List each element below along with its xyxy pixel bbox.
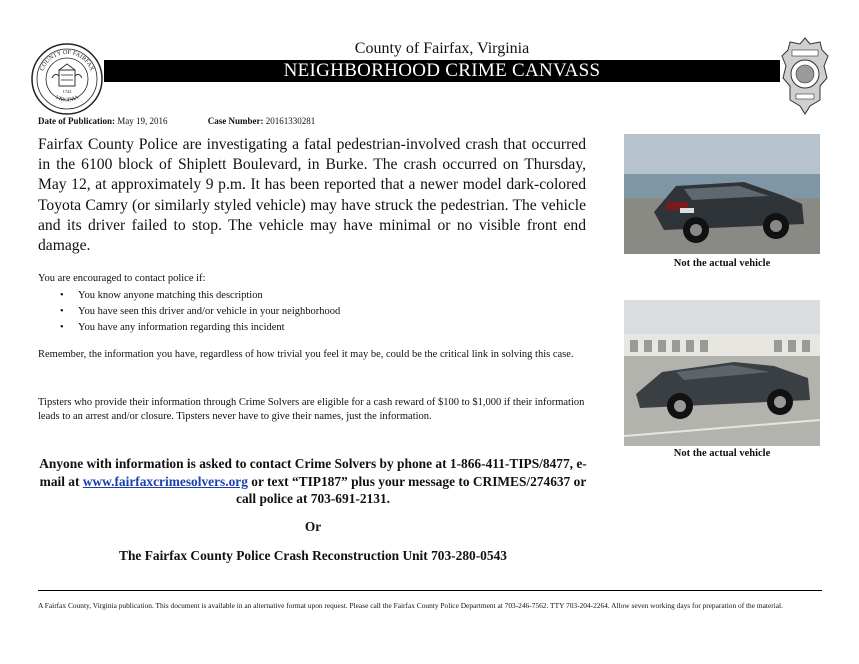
photo-caption: Not the actual vehicle: [673, 448, 771, 459]
footer-text: A Fairfax County, Virginia publication. This document is available in an alternative format upon request. Please call the Fairfax County Police Department at 703-246-7562. TTY 703-204-2264. Allow seven working days for preparation of the material.: [38, 601, 783, 610]
police-badge-icon: [780, 36, 830, 116]
photo-caption: Not the actual vehicle: [673, 258, 771, 269]
publication-meta: [38, 116, 315, 127]
date-value: May 19, 2016: [117, 116, 168, 126]
reminder-paragraph: Remember, the information you have, regardless of how trivial you feel it may be, could be the critical link in solving this case.: [38, 349, 574, 360]
vehicle-photo-1: [624, 134, 820, 254]
county-title: County of Fairfax, Virginia: [354, 40, 530, 57]
contact-info: [38, 455, 588, 508]
page-title-banner: NEIGHBORHOOD CRIME CANVASS: [104, 60, 780, 82]
case-value: 20161330281: [265, 116, 316, 126]
footer-divider: [38, 590, 822, 591]
or-separator: Or: [304, 519, 322, 534]
encourage-text: You are encouraged to contact police if:: [38, 273, 206, 284]
case-label: Case Number:: [207, 116, 264, 126]
seal-year: 1742: [62, 89, 72, 94]
contact-text-before: Anyone with information is asked to contact Crime Solvers by phone at 1-866-411-TIPS/8477, e-mail at: [39, 456, 587, 489]
reward-paragraph: Tipsters who provide their information through Crime Solvers are eligible for a cash reward of $100 to $1,000 if their information leads to an arrest and/or closure. Tipsters never have to give their names, just the information.: [38, 397, 585, 422]
list-item: • You know anyone matching this description: [60, 288, 600, 304]
lead-paragraph: Fairfax County Police are investigating a fatal pedestrian-involved crash that occurred in the 6100 block of Shiplett Boulevard, in Burke. The crash occurred on Thursday, May 12, at approximately 9 p.m. It has been reported that a newer model dark-colored Toyota Camry (or similarly styled vehicle) may have struck the pedestrian. The vehicle and its driver failed to stop. The vehicle may have minimal or no visible front end damage.: [38, 136, 586, 255]
contact-text-after: or text “TIP187” plus your message to CRIMES/274637 or call police at 703-691-2131.: [236, 473, 587, 506]
county-seal-icon: [30, 42, 104, 116]
vehicle-photo-2: [624, 300, 820, 446]
crime-solvers-link[interactable]: www.fairfaxcrimesolvers.org: [82, 473, 248, 489]
bullet-list: [60, 288, 600, 336]
seal-top-text: COUNTY OF FAIRFAX: [38, 48, 96, 72]
list-item: • You have seen this driver and/or vehicle in your neighborhood: [60, 304, 600, 320]
seal-bottom-text: VIRGINIA: [54, 94, 80, 104]
list-item: • You have any information regarding this incident: [60, 320, 600, 336]
date-label: Date of Publication:: [38, 116, 115, 126]
crash-unit-contact: The Fairfax County Police Crash Reconstruction Unit 703-280-0543: [119, 548, 507, 563]
